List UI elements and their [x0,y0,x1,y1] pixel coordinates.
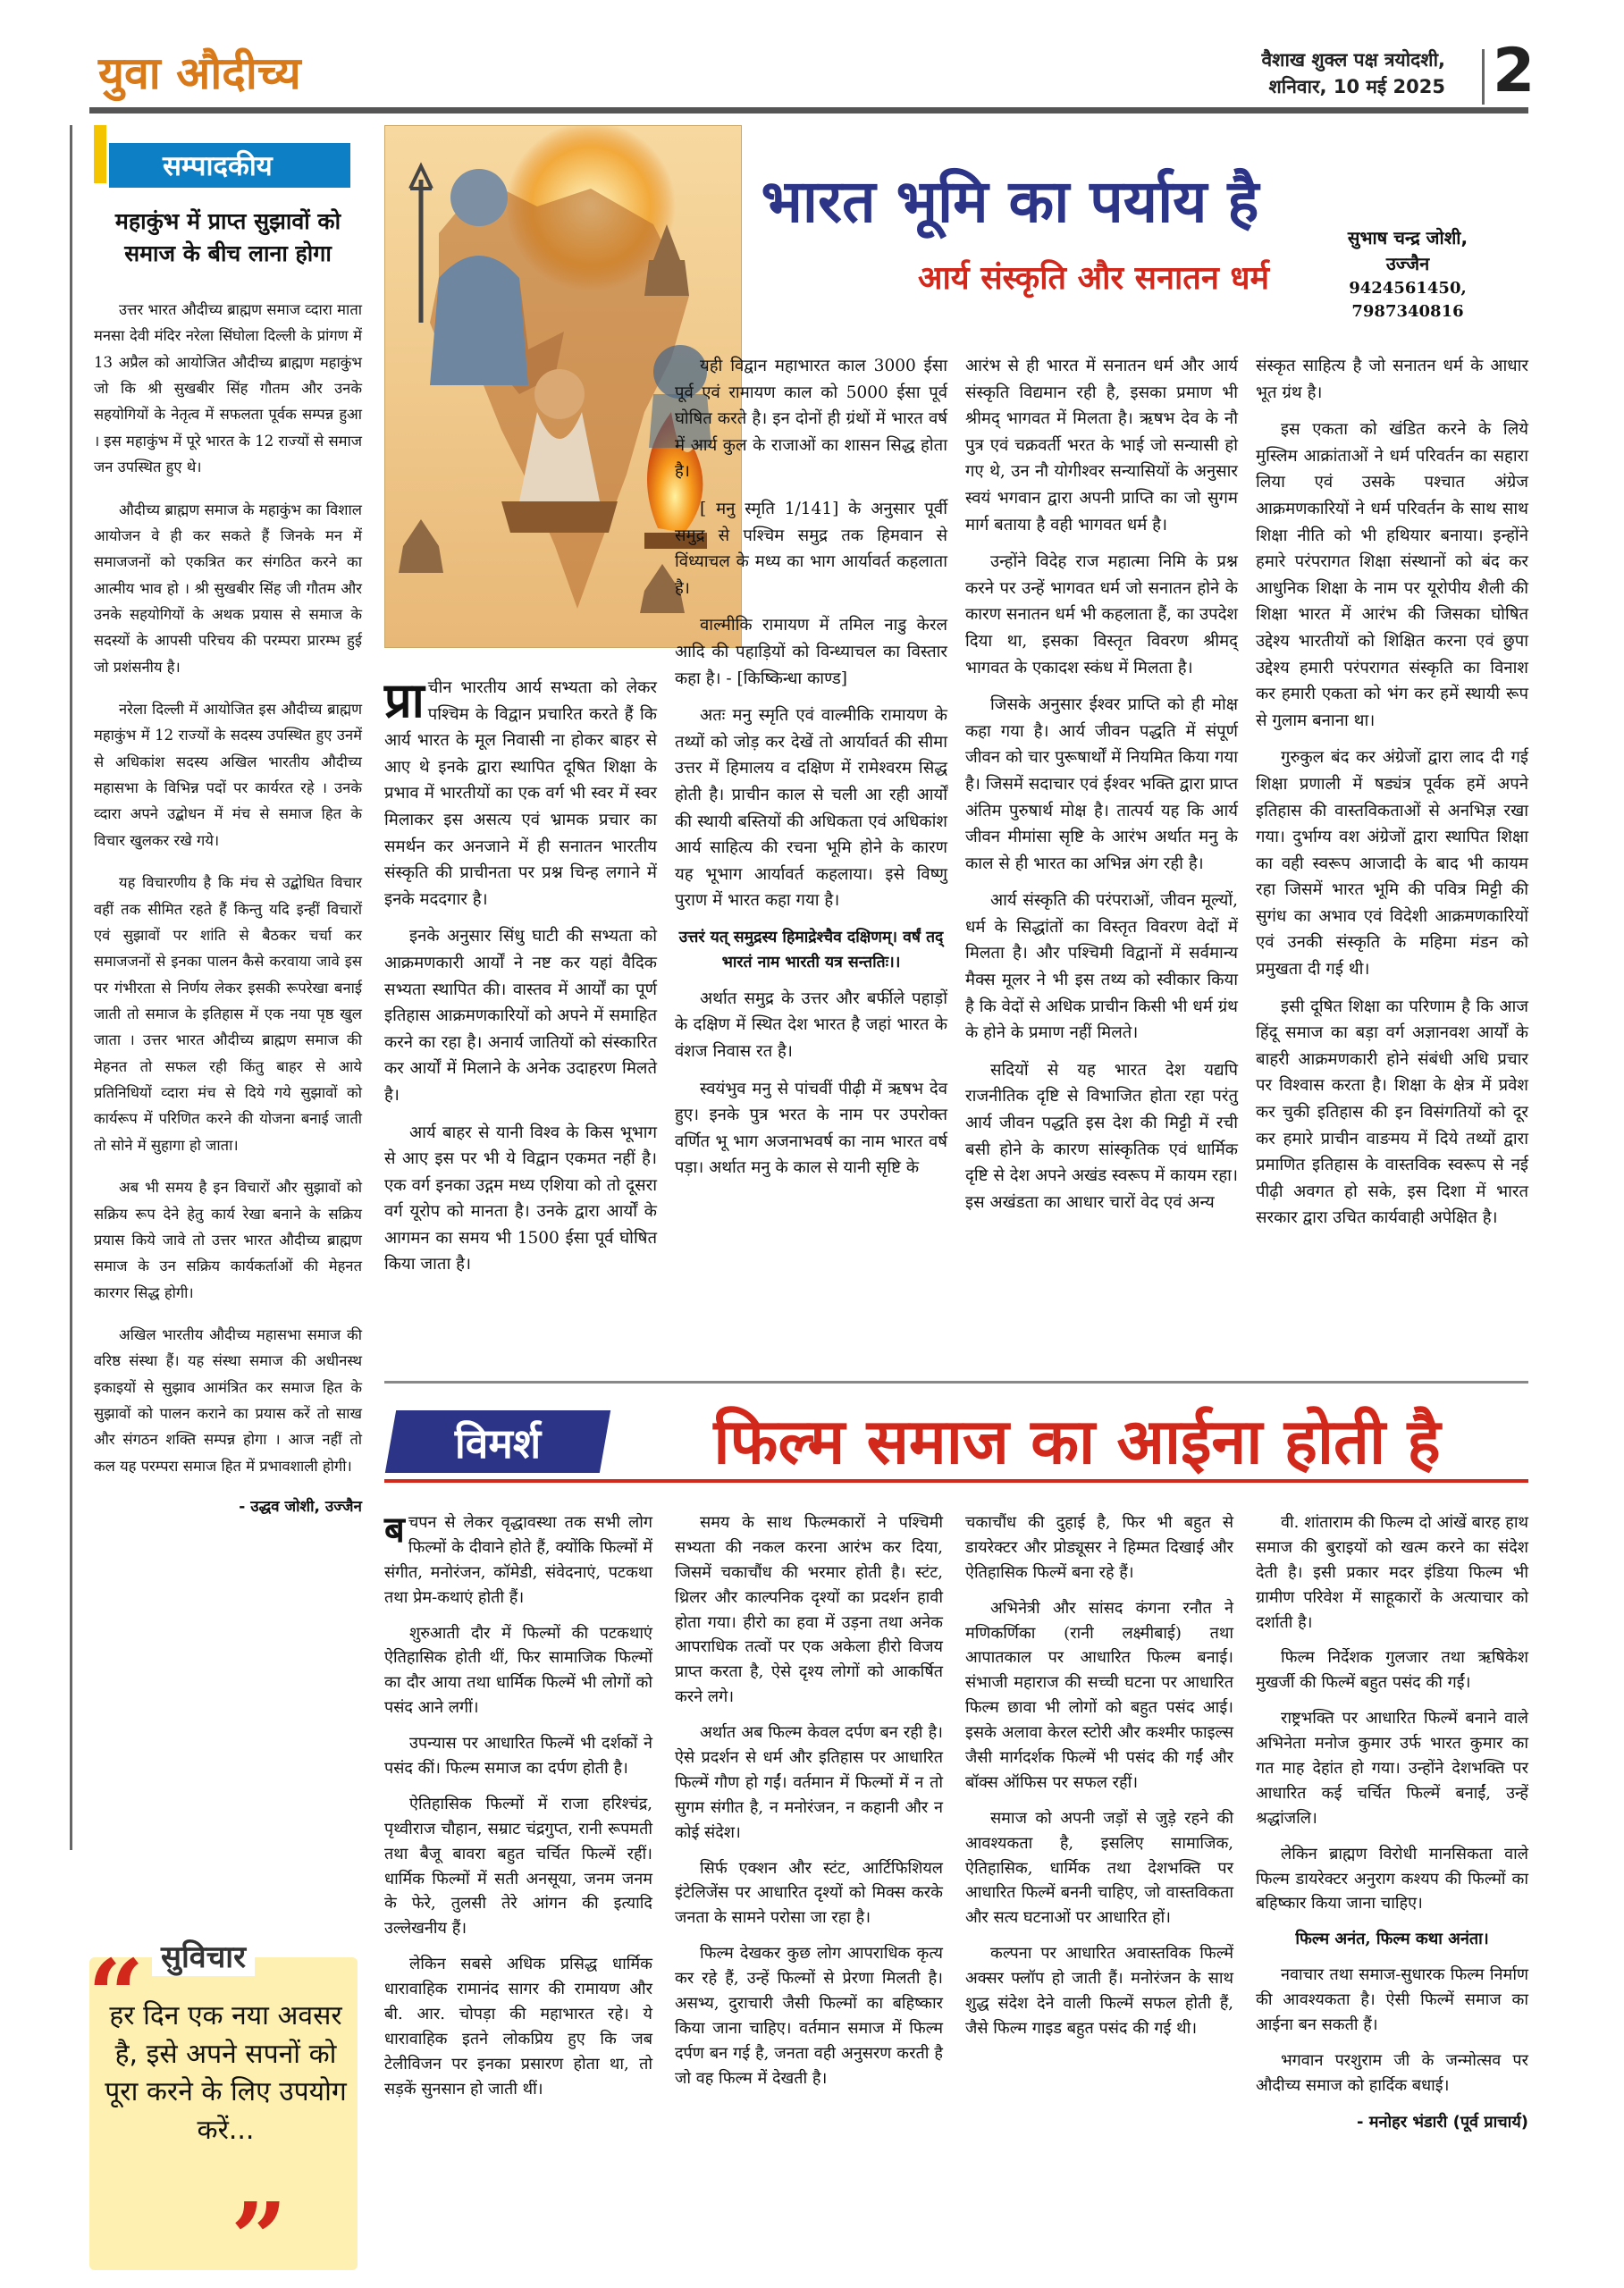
paragraph: संस्कृत साहित्य है जो सनातन धर्म के आधार भूत ग्रंथ है। [1256,357,1528,402]
paragraph: नवाचार तथा समाज-सुधारक फिल्म निर्माण की आवश्यकता है। ऐसी फिल्में समाज का आईना बन सकती हैं। [1256,1965,1528,2035]
article-title: भारत भूमि का पर्याय है [761,167,1259,236]
paragraph: यह विचारणीय है कि मंच से उद्बोधित विचार वहीं तक सीमित रहते हैं किन्तु यदि इन्हीं विचारों एवं सुझावों पर शांति से बैठकर चर्चा कर समाजजनों से इनका पालन कैसे करवाया जावे इस पर गंभीरता से निर्णय लेकर इसकी रूपरेखा बनाई जाती तो समाज के इतिहास में एक नया पृष्ठ खुल जाता । उत्तर भारत औदीच्य ब्राह्मण समाज की मेहनत तो सफल रही किंतु बाहर से आये प्रतिनिधियों व्दारा मंच से दिये गये सुझावों को कार्यरूप में परिणित करने की योजना बनाई जाती तो सोने में सुहागा हो जाता। [94,874,362,1154]
paragraph: उत्तर भारत औदीच्य ब्राह्मण समाज व्दारा माता मनसा देवी मंदिर नरेला सिंघोला दिल्ली के प्रांगण में 13 अप्रैल को आयोजित औदीच्य ब्राह्मण महाकुंभ जो कि श्री सुखबीर सिंह गौतम और उनके सहयोगियों के नेतृत्व में सफलता पूर्वक सम्पन्न हुआ । इस महाकुंभ में पूरे भारत के 12 राज्यों से समाज जन उपस्थित हुए थे। [94,301,362,476]
paragraph: नरेला दिल्ली में आयोजित इस औदीच्य ब्राह्मण महाकुंभ में 12 राज्यों के सदस्य उपस्थित हुए उनमें से अधिकांश सदस्य अखिल भारतीय औदीच्य महासभा के विभिन्न पदों पर कार्यरत रहे । उनके व्दारा अपने उद्बोधन में मंच से समाज हित के विचार खुलकर रखे गये। [94,701,362,849]
paragraph: प्रा चीन भारतीय आर्य सभ्यता को लेकर पश्चिम के विद्वान प्रचारित करते हैं कि आर्य भारत के मूल निवासी ना होकर बाहर से आए थे इनके द्वारा स्थापित दूषित शिक्षा के प्रभाव में भारतीयों का एक वर्ग भी स्वर में स्वर मिलाकर इस असत्य एवं भ्रामक प्रचार का समर्थन कर अनजाने में ही सनातन भारतीय संस्कृति की प्राचीनता पर प्रश्न चिन्ह लगाने में इनके मददगार है। [384,671,657,909]
suvichar-title: सुविचार [152,1935,255,1976]
paragraph: स्वयंभुव मनु से पांचवीं पीढ़ी में ऋषभ देव हुए। इनके पुत्र भरत के नाम पर उपरोक्त वर्णित भू भाग अजनाभवर्ष का नाम भारत वर्ष पड़ा। अर्थात मनु के काल से यानी सृष्टि के [675,1079,947,1178]
paragraph: आरंभ से ही भारत में सनातन धर्म और आर्य संस्कृति विद्यमान रही है, इसका प्रमाण भी श्रीमद् भागवत में मिलता है। ऋषभ देव के नौ पुत्र एवं चक्रवर्ती भरत के भाई जो सन्यासी हो गए थे, उन नौ योगीश्वर सन्यासियों के अनुसार स्वयं भगवान द्वारा अपनी प्राप्ति का जो सुगम मार्ग बताया है वही भागवत धर्म है। [965,357,1238,534]
paragraph: समाज को अपनी जड़ों से जुड़े रहने की आवश्यकता है, इसलिए सामाजिक, ऐतिहासिक, धार्मिक तथा देशभक्ति पर आधारित फिल्में बननी चाहिए, जो वास्तविकता और सत्य घटनाओं पर आधारित हों। [965,1808,1233,1928]
paragraph: औदीच्य ब्राह्मण समाज के महाकुंभ का विशाल आयोजन वे ही कर सकते हैं जिनके मन में समाजजनों को एकत्रित कर संगठित करने का आत्मीय भाव हो । श्री सुखबीर सिंह जी गौतम और उनके सहयोगियों के अथक प्रयास से समाज के सदस्यों के आपसी परिचय की परम्परा प्रारम्भ हुई जो प्रशंसनीय है। [94,500,362,676]
header-rule [89,107,1528,114]
paragraph: अब भी समय है इन विचारों और सुझावों को सक्रिय रूप देने हेतु कार्य रेखा बनाने के सक्रिय प्रयास किये जावे तो उत्तर भारत औदीच्य ब्राह्मण समाज के उन सक्रिय कार्यकर्ताओं की मेहनत कारगर सिद्ध होगी। [94,1179,362,1301]
film-column-4 [1256,1510,1528,2132]
article-subtitle: आर्य संस्कृति और सनातन धर्म [918,260,1269,297]
tagline: फिल्म अनंत, फिल्म कथा अनंता। [1295,1930,1489,1949]
paragraph: कल्पना पर आधारित अवास्तविक फिल्में अक्सर फ्लॉप हो जाती हैं। मनोरंजन के साथ शुद्ध संदेश देने वाली फिल्में सफल होती हैं, जैसे फिल्म गाइड बहुत पसंद की गई थी। [965,1944,1233,2038]
paragraph: राष्ट्रभक्ति पर आधारित फिल्में बनाने वाले अभिनेता मनोज कुमार उर्फ भारत कुमार का गत माह देहांत हो गया। उन्होंने देशभक्ति पर आधारित कई चर्चित फिल्में बनाईं, उन्हें श्रद्धांजलि। [1256,1709,1528,1828]
open-quote-icon: “ [88,1938,145,2053]
paragraph: वाल्मीकि रामायण में तमिल नाडु केरल आदि की पहाड़ियों को विन्ध्याचल का विस्तार कहा है। - [किष्किन्धा काण्ड] [675,616,947,688]
paragraph: समय के साथ फिल्मकारों ने पश्चिमी सभ्यता की नकल करना आरंभ कर दिया, जिसमें चकाचौंध की भरमार होती है। स्टंट, थ्रिलर और काल्पनिक दृश्यों का प्रदर्शन हावी होता गया। हीरो का हवा में उड़ना तथा अनेक आपराधिक तत्वों पर एक अकेला हीरो विजय प्राप्त करता है, ऐसे दृश्य लोगों को आकर्षित करने लगे। [675,1513,943,1707]
author-block [1305,225,1510,324]
paragraph: फिल्म निर्देशक गुलजार तथा ऋषिकेश मुखर्जी की फिल्में बहुत पसंद की गईं। [1256,1648,1528,1693]
editorial-label: सम्पादकीय [109,143,350,188]
editorial-border [70,125,72,1850]
shloka: उत्तरं यत् समुद्रस्य हिमाद्रेश्चैव दक्षिणम्। वर्षं तद् भारतं नाम भारती यत्र सन्ततिः।। [678,928,944,972]
headline-rule [384,1479,1528,1483]
paragraph: इनके अनुसार सिंधु घाटी की सभ्यता को आक्रमणकारी आर्यों ने नष्ट कर यहां वैदिक सभ्यता स्थापित की। वास्तव में आर्यों का पूर्ण इतिहास आक्रमणकारियों को अपने में समाहित करने का रहा है। अनार्य जातियों को संस्कारित कर आर्यों में मिलाने के अनेक उदाहरण मिलते है। [384,927,657,1105]
close-quote-icon: ” [231,2181,288,2288]
suvichar-text: हर दिन एक नया अवसर है, इसे अपने सपनों को पूरा करने के लिए उपयोग करें... [105,2000,347,2146]
date-line-2: शनिवार, 10 मई 2025 [1268,76,1445,98]
paragraph: लेकिन ब्राह्मण विरोधी मानसिकता वाले फिल्म डायरेक्टर अनुराग कश्यप की फिल्मों का बहिष्कार किया जाना चाहिए। [1256,1844,1528,1914]
paragraph: अर्थात अब फिल्म केवल दर्पण बन रही है। ऐसे प्रदर्शन से धर्म और इतिहास पर आधारित फिल्में गौण हो गईं। वर्तमान में फिल्मों में न तो सुगम संगीत है, न मनोरंजन, न कहानी और न कोई संदेश। [675,1723,943,1842]
paragraph: यही विद्वान महाभारत काल 3000 ईसा पूर्व एवं रामायण काल को 5000 ईसा पूर्व घोषित करते है। इन दोनों ही ग्रंथों में भारत वर्ष में आर्य कुल के राजाओं का शासन सिद्ध होता है। [675,357,947,482]
author-name: सुभाष चन्द्र जोशी, [1347,227,1468,248]
paragraph: अभिनेत्री और सांसद कंगना रनौत ने मणिकर्णिका (रानी लक्ष्मीबाई) तथा आपातकाल पर आधारित फिल्म बनाई। संभाजी महाराज की सच्ची घटना पर आधारित फिल्म छावा भी लोगों को बहुत पसंद आई। इसके अलावा केरल स्टोरी और कश्मीर फाइल्स जैसी मार्गदर्शक फिल्में भी पसंद की गईं और बॉक्स ऑफिस पर सफल रहीं। [965,1598,1233,1792]
paragraph: अखिल भारतीय औदीच्य महासभा समाज की वरिष्ठ संस्था हैं। यह संस्था समाज की अधीनस्थ इकाइयों से सुझाव आमंत्रित कर समाज हित के सुझावों को पालन कराने का प्रयास करें तो साख और संगठन शक्ति सम्पन्न होगा । आज नहीं तो कल यह परम्परा समाज हित में प्रभावशाली होगी। [94,1325,362,1475]
article-column-3 [965,353,1238,1226]
paragraph: इसी दूषित शिक्षा का परिणाम है कि आज हिंदू समाज का बड़ा वर्ग अज्ञानवश आर्यों के बाहरी आक्रमणकारी होने संबंधी अधि प्रचार पर विश्वास करता है। शिक्षा के क्षेत्र में प्रवेश कर चुकी इतिहास की इन विसंगतियों को दूर कर हमारे प्राचीन वाङमय में दिये तथ्यों द्वारा प्रमाणित इतिहास के वास्तविक स्वरूप से नई पीढ़ी अवगत हो सके, इस दिशा में भारत सरकार द्वारा उचित कार्यवाही अपेक्षित है। [1256,997,1528,1228]
paragraph: शुरुआती दौर में फिल्मों की पटकथाएं ऐतिहासिक होती थीं, फिर सामाजिक फिल्मों का दौर आया तथा धार्मिक फिल्में भी लोगों को पसंद आने लगीं। [384,1623,652,1718]
masthead-divider [1482,49,1485,105]
author-phone: 7987340816 [1351,302,1464,322]
paragraph: उन्होंने विदेह राज महात्मा निमि के प्रश्न करने पर उन्हें भागवत धर्म जो सनातन होने के कारण सनातन धर्म भी कहलाता हैं, का उपदेश दिया था, इसका विस्तृत विवरण श्रीमद् भागवत के एकादश स्कंध में मिलता है। [965,552,1238,677]
paragraph: आर्य संस्कृति की परंपराओं, जीवन मूल्यों, धर्म के सिद्धांतों का विस्तृत विवरण वेदों में मिलता है। और पश्चिमी विद्वानों में सर्वमान्य मैक्स मूलर ने भी इस तथ्य को स्वीकार किया है कि वेदों से अधिक प्राचीन किसी भी धर्म ग्रंथ के होने के प्रमाण नहीं मिलते। [965,891,1238,1043]
date-line-1: वैशाख शुक्ल पक्ष त्रयोदशी, [1261,49,1445,71]
paragraph: वी. शांताराम की फिल्म दो आंखें बारह हाथ समाज की बुराइयों को खत्म करने का संदेश देती है। इसी प्रकार मदर इंडिया फिल्म भी ग्रामीण परिवेश में साहूकारों के अत्याचार को दर्शाती है। [1256,1513,1528,1632]
paragraph: सदियों से यह भारत देश यद्यपि राजनीतिक दृष्टि से विभाजित होता रहा परंतु आर्य जीवन पद्धति इस देश की मिट्टी में रची बसी होने के कारण सांस्कृतिक एवं धार्मिक दृष्टि से देश अपने अखंड स्वरूप में कायम रहा। इस अखंडता का आधार चारों वेद एवं अन्य [965,1060,1238,1212]
paragraph: इस एकता को खंडित करने के लिये मुस्लिम आक्रांताओं ने धर्म परिवर्तन का सहारा लिया एवं उसके पश्चात अंग्रेज आक्रमणकारियों ने धर्म परिवर्तन के साथ साथ शिक्षा नीति को भी हथियार बनाया। इन्होंने हमारे परंपरागत शिक्षा संस्थानों को बंद कर आधुनिक शिक्षा के नाम पर यूरोपीय शैली की शिक्षा भारत में आरंभ की जिसका घोषित उद्देश्य भारतीयों को शिक्षित करना एवं छुपा उद्देश्य हमारी परंपरागत संस्कृति का विनाश कर हमारी एकता को भंग कर हमें स्थायी रूप से गुलाम बनाना था। [1256,420,1528,730]
film-column-3 [965,1510,1233,2052]
paragraph: भगवान परशुराम जी के जन्मोत्सव पर औदीच्य समाज को हार्दिक बधाई। [1256,2050,1528,2095]
section-divider [384,1381,1528,1384]
article-column-4 [1256,353,1528,1242]
editorial-signature: - उद्धव जोशी, उज्जैन [239,1498,362,1517]
paragraph: ऐतिहासिक फिल्मों में राजा हरिश्चंद्र, पृथ्वीराज चौहान, सम्राट चंद्रगुप्त, रानी रूपमती तथा बैजू बावरा बहुत चर्चित फिल्में रहीं। धार्मिक फिल्मों में सती अनसूया, जनम जनम के फेरे, तुलसी तेरे आंगन की इत्यादि उल्लेखनीय हैं। [384,1794,652,1939]
vimarsh-label: विमर्श [454,1419,542,1468]
author-city: उज्जैन [1385,253,1430,274]
paragraph: चकाचौंध की दुहाई है, फिर भी बहुत से डायरेक्टर और प्रोड्यूसर ने हिम्मत दिखाई और ऐतिहासिक फिल्में बना रहे हैं। [965,1513,1233,1582]
drop-cap: प्रा [384,671,425,728]
author-phone: 9424561450, [1349,279,1467,298]
drop-cap: ब [384,1509,405,1551]
paragraph: गुरुकुल बंद कर अंग्रेजों द्वारा लाद दी गई शिक्षा प्रणाली में षड्यंत्र पूर्वक हमें अपने इतिहास की वास्तविकताओं से अनभिज्ञ रखा गया। दुर्भाग्य वश अंग्रेजों द्वारा स्थापित शिक्षा का वही स्वरूप आजादी के बाद भी कायम रहा जिसमें भारत भूमि की पवित्र मिट्टी की सुगंध का अभाव एवं विदेशी आक्रमणकारियों एवं उनकी संस्कृति के महिमा मंडन को प्रमुखता दी गई थी। [1256,748,1528,980]
film-column-2 [675,1510,943,2102]
paragraph: अतः मनु स्मृति एवं वाल्मीकि रामायण के तथ्यों को जोड़ कर देखें तो आर्यावर्त की सीमा उत्तर में हिमालय व दक्षिण में रामेश्वरम सिद्ध होती है। प्राचीन काल से चली आ रही आर्यों की स्थायी बस्तियों की अधिकता एवं अधिकांश आर्य साहित्य की रचना भूमि होने के कारण यह भूभाग आर्यावर्त कहलाया। इसे विष्णु पुराण में भारत कहा गया है। [675,706,947,911]
film-column-1 [384,1510,652,2113]
film-signature: - मनोहर भंडारी (पूर्व प्राचार्य) [1357,2112,1528,2132]
paragraph: बचपन से लेकर वृद्धावस्था तक सभी लोग फिल्मों के दीवाने होते हैं, क्योंकि फिल्मों में संगीत, मनोरंजन, कॉमेडी, संवेदनाएं, पटकथा तथा प्रेम-कथाएं होती हैं। [384,1509,652,1607]
paragraph: आर्य बाहर से यानी विश्व के किस भूभाग से आए इस पर भी ये विद्वान एकमत नहीं है। एक वर्ग इनका उद्गम मध्य एशिया को तो दूसरा वर्ग यूरोप को मानता है। उनके द्वारा आर्यों के आगमन का समय भी 1500 ईसा पूर्व घोषित किया जाता है। [384,1123,657,1274]
article-column-1 [384,671,657,1289]
paragraph: जिसके अनुसार ईश्वर प्राप्ति को ही मोक्ष कहा गया है। आर्य जीवन पद्धति में संपूर्ण जीवन को चार पुरूषार्थों में नियमित किया गया है। जिसमें सदाचार एवं ईश्वर भक्ति द्वारा प्राप्त अंतिम पुरुषार्थ मोक्ष है। तात्पर्य यह कि आर्य जीवन मीमांसा सृष्टि के आरंभ अर्थात मनु के काल से ही भारत का अभिन्न अंग रही है। [965,695,1238,873]
paragraph: लेकिन सबसे अधिक प्रसिद्ध धार्मिक धारावाहिक रामानंद सागर की रामायण और बी. आर. चोपड़ा की महाभारत रहे। ये धारावाहिक इतने लोकप्रिय हुए कि जब टेलीविजन पर इनका प्रसारण होता था, तो सड़कें सुनसान हो जाती थीं। [384,1955,652,2099]
paragraph: उपन्यास पर आधारित फिल्में भी दर्शकों ने पसंद कीं। फिल्म समाज का दर्पण होती है। [384,1734,652,1779]
paragraph: अर्थात समुद्र के उत्तर और बर्फीले पहाड़ों के दक्षिण में स्थित देश भारत है जहां भारत के वंशज निवास रत है। [675,988,947,1062]
paragraph: फिल्म देखकर कुछ लोग आपराधिक कृत्य कर रहे हैं, उन्हें फिल्मों से प्रेरणा मिलती है। असभ्य, दुराचारी जैसी फिल्मों का बहिष्कार किया जाना चाहिए। वर्तमान समाज में फिल्म दर्पण बन गई है, जनता वही अनुसरण करती है जो वह फिल्म में देखती है। [675,1944,943,2088]
film-headline: फिल्म समाज का आईना होती है [713,1405,1441,1478]
paragraph: सिर्फ एक्शन और स्टंट, आर्टिफिशियल इंटेलिजेंस पर आधारित दृश्यों को मिक्स करके जनता के सामने परोसा जा रहा है। [675,1858,943,1928]
newspaper-logo: युवा औदीच्य [98,47,301,99]
paragraph: [ मनु स्मृति 1/141] के अनुसार पूर्वी समुद्र से पश्चिम समुद्र तक हिमवान से विंध्याचल के मध्य का भाग आर्यावर्त कहलाता है। [675,499,947,598]
editorial-headline: महाकुंभ में प्राप्त सुझावों को समाज के बीच लाना होगा [114,208,341,267]
page-number: 2 [1493,36,1536,106]
editorial-flag [94,125,106,183]
issue-date [1261,46,1445,101]
article-column-2 [675,353,947,1192]
editorial-body [94,297,362,1516]
